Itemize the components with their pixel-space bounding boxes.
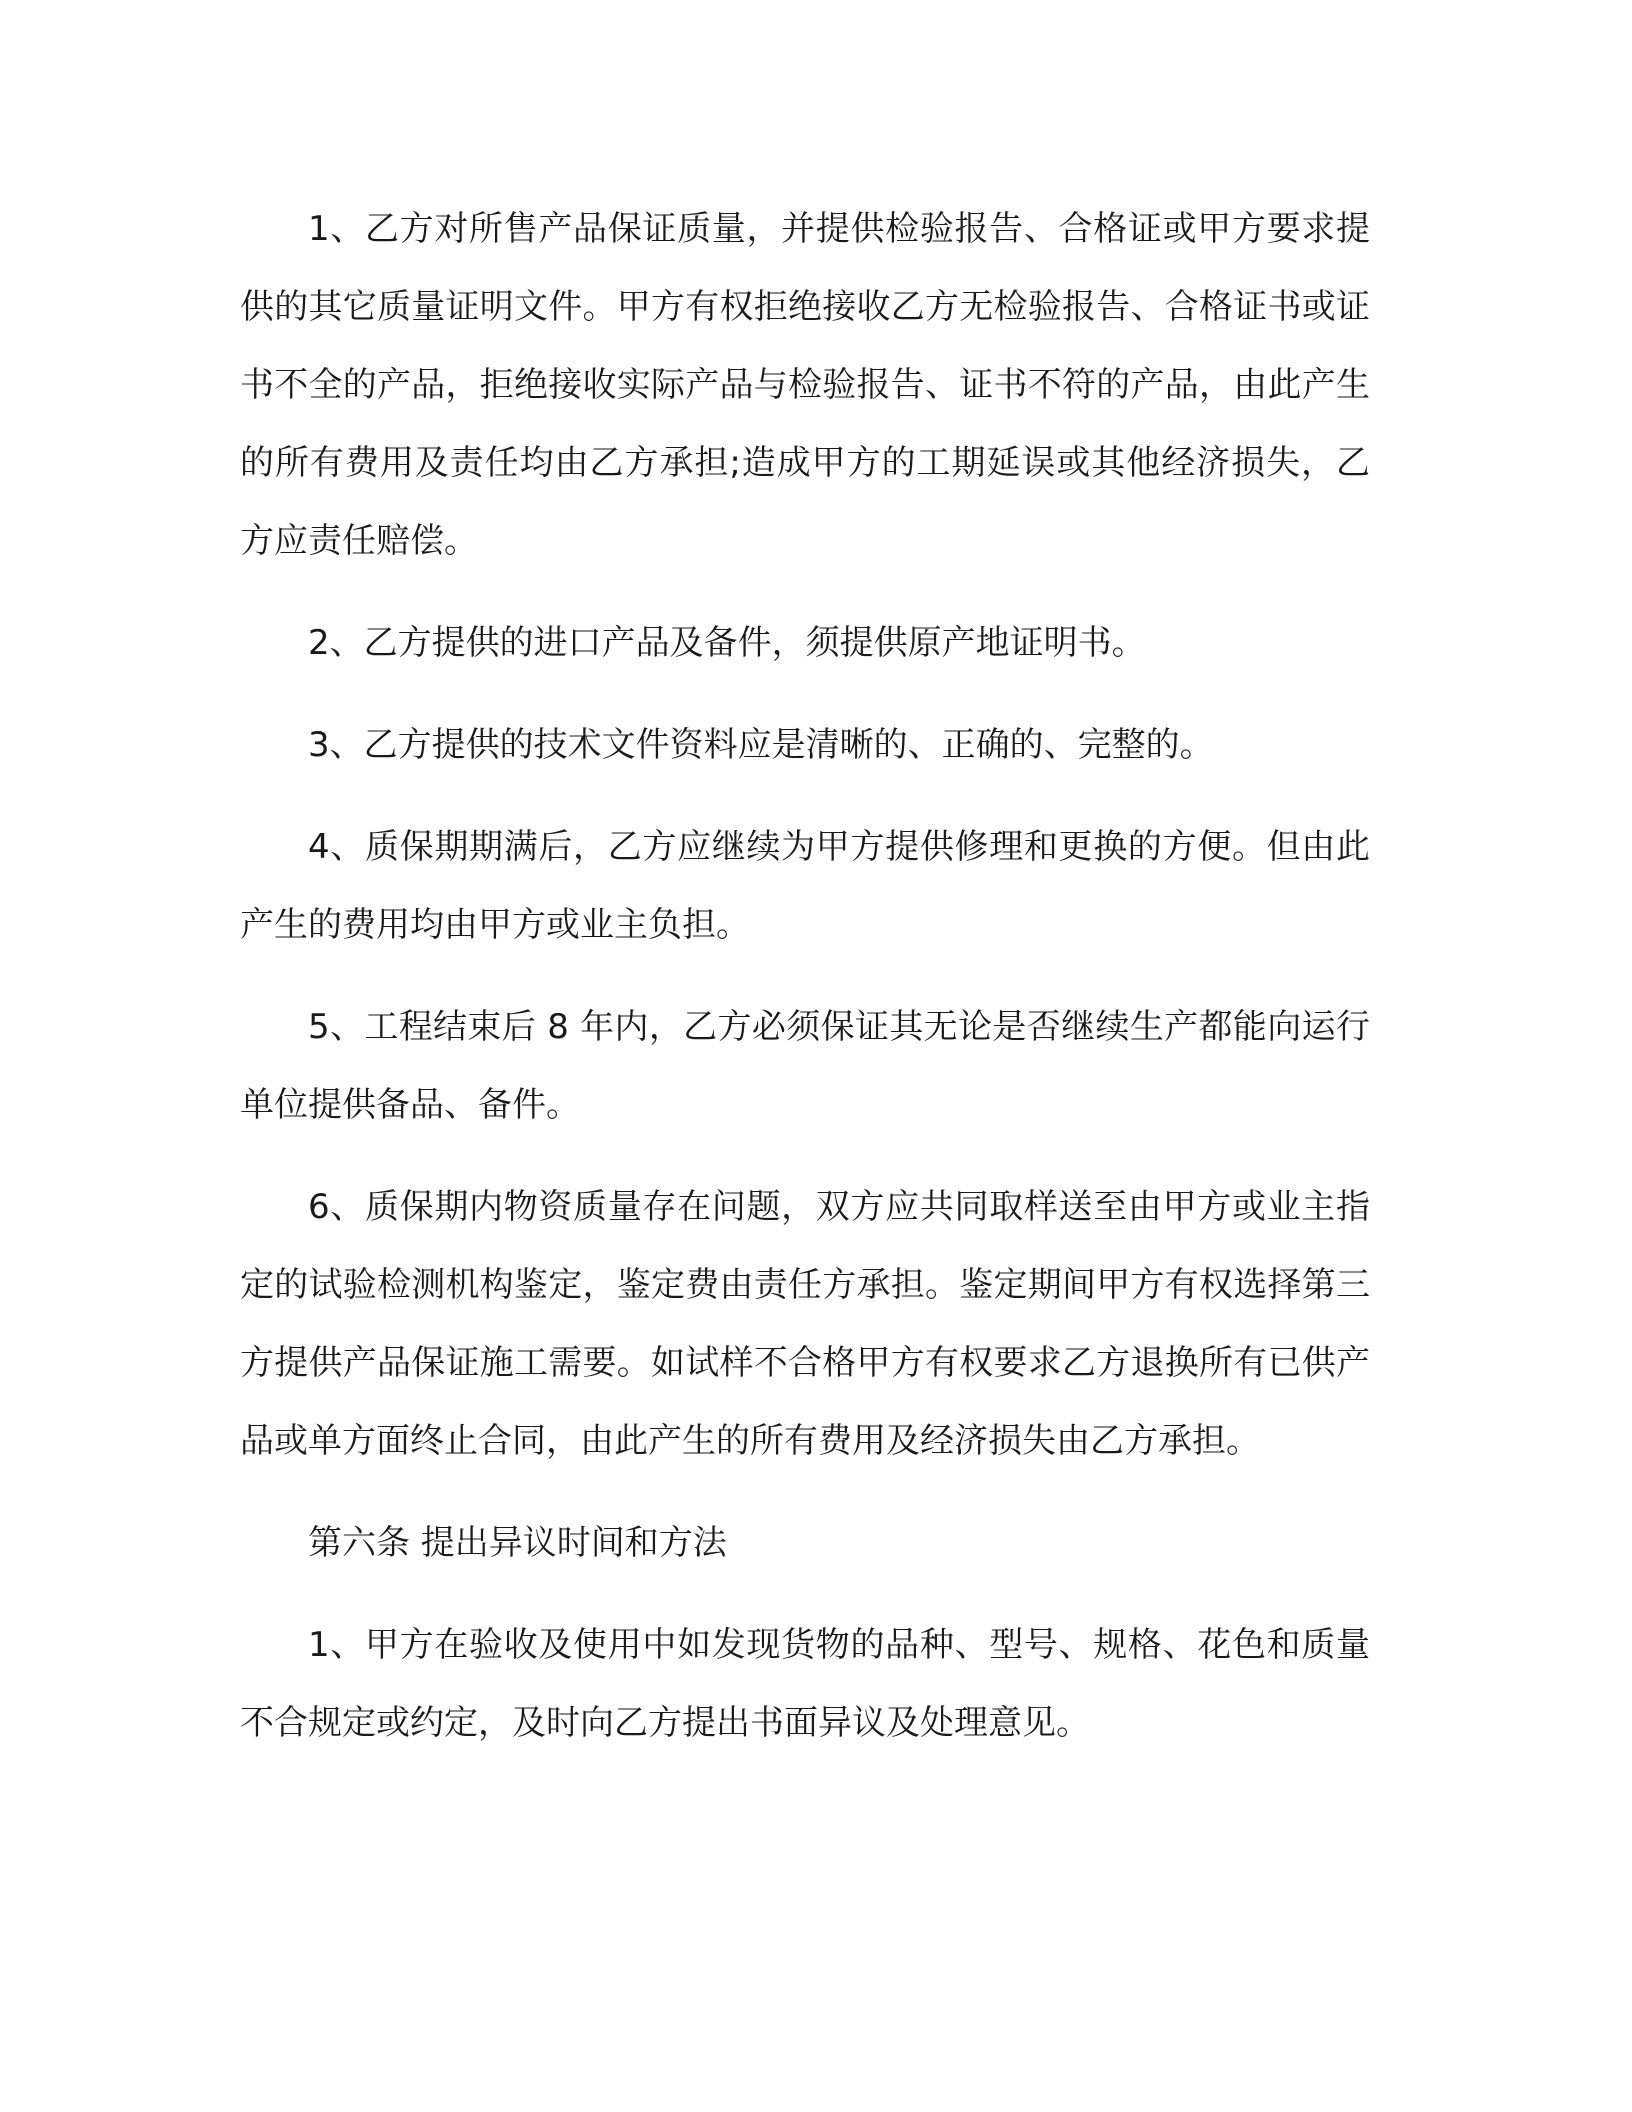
paragraph-quality-dispute: 6、质保期内物资质量存在问题，双方应共同取样送至由甲方或业主指定的试验检测机构鉴定，鉴定费由责任方承担。鉴定期间甲方有权选择第三方提供产品保证施工需要。如试样不合格甲方有权要求乙方退换所有已供产品或单方面终止合同，由此产生的所有费用及经济损失由乙方承担。 <box>240 1187 1370 1461</box>
paragraph-technical-documents: 3、乙方提供的技术文件资料应是清晰的、正确的、完整的。 <box>308 725 1214 765</box>
paragraph-spare-parts: 5、工程结束后 8 年内，乙方必须保证其无论是否继续生产都能向运行单位提供备品、备件。 <box>240 1007 1370 1125</box>
paragraph-objection: 1、甲方在验收及使用中如发现货物的品种、型号、规格、花色和质量不合规定或约定，及时向乙方提出书面异议及处理意见。 <box>240 1625 1370 1743</box>
document-page <box>240 190 1370 1786</box>
section-heading: 第六条 提出异议时间和方法 <box>308 1523 727 1563</box>
paragraph-after-warranty: 4、质保期期满后，乙方应继续为甲方提供修理和更换的方便。但由此产生的费用均由甲方或业主负担。 <box>240 827 1370 945</box>
paragraph-import-certificate: 2、乙方提供的进口产品及备件，须提供原产地证明书。 <box>308 623 1146 663</box>
paragraph-quality-assurance: 1、乙方对所售产品保证质量，并提供检验报告、合格证或甲方要求提供的其它质量证明文件。甲方有权拒绝接收乙方无检验报告、合格证书或证书不全的产品，拒绝接收实际产品与检验报告、证书不符的产品，由此产生的所有费用及责任均由乙方承担;造成甲方的工期延误或其他经济损失，乙方应责任赔偿。 <box>240 209 1370 561</box>
